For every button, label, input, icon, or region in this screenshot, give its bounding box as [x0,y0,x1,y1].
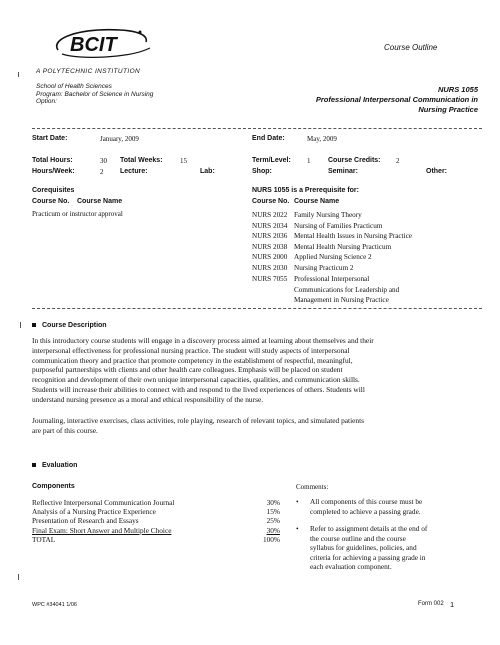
svg-text:BCIT: BCIT [70,34,117,56]
coreq-col-no: Course No. [32,198,70,205]
corequisites-heading: Corequisites [32,187,75,194]
bcit-logo [40,20,160,68]
text-line: communication theory and practice that promote competency in the establishment of respectful, meaningful, [32,355,353,365]
prereq-course-name: Nursing Practicum 2 [294,264,354,272]
hours-week-label: Hours/Week: [32,168,75,175]
text-line: Journaling, interactive exercises, class activities, role playing, research of relevant topics, and simulated patients [32,416,365,425]
evaluation-component: TOTAL [32,534,56,544]
evaluation-component: Reflective Interpersonal Communication Journal [32,498,175,507]
evaluation-weight: 100% [262,534,280,544]
evaluation-row [32,535,280,544]
prereq-course-name: Family Nursing Theory [294,211,362,219]
prereq-row [252,222,482,232]
prereq-row [252,243,482,253]
course-credits-value: 2 [396,157,400,165]
end-date-value: May, 2009 [307,135,337,143]
text-line: understand nursing presence as a moral and ethical responsibility of the nurse. [32,394,264,404]
prereq-course-name: Nursing of Families Practicum [294,221,383,230]
header-divider [32,128,482,129]
text-line: purposeful partnerships with clients and other health care colleagues. Emphasis will be placed on student [32,365,343,375]
course-code: NURS 1055 [437,85,478,94]
option-line: Option: [36,98,57,105]
evaluation-title: Evaluation [42,462,78,469]
course-description-heading [32,322,107,329]
square-bullet-icon [32,323,36,327]
prereq-col-name: Course Name [294,198,340,205]
end-date-label: End Date: [252,135,285,142]
evaluation-heading [32,462,77,469]
program-line: Program: Bachelor of Science in Nursing [36,90,154,98]
prereq-heading: NURS 1055 is a Prerequisite for: [252,187,359,194]
prereq-course-name: Mental Health Nursing Practicum [294,242,392,251]
lab-label: Lab: [200,168,215,175]
scan-mark [18,574,19,580]
evaluation-row [32,498,280,507]
evaluation-weight: 30% [266,498,280,507]
prereq-course-name: Mental Health Issues in Nursing Practice [294,232,412,241]
prereq-course-code: NURS 2038 [252,242,288,251]
description-paragraph-2 [32,416,478,436]
term-level-value: 1 [307,157,311,165]
evaluation-component: Analysis of a Nursing Practice Experience [32,507,156,517]
comment-line: each evaluation component. [310,562,392,571]
total-hours-value: 30 [100,157,107,165]
evaluation-component: Presentation of Research and Essays [32,516,139,526]
text-line: recognition and development of their own unique interpersonal capacities, qualities, and communication skills. [32,375,360,385]
text-line: interpersonal effectiveness for professional nursing practice. The student will study aspects of interpersonal [32,345,350,355]
comment-line: the course outline and the course [310,533,406,543]
prereq-continued [294,286,399,305]
course-title-block [316,85,478,115]
text-line: In this introductory course students will engage in a discovery process aimed at learning about themselves and their [32,336,374,345]
text-line: Students will increase their abilities to connect with and respond to the lived experiences of others. Students will [32,384,365,394]
prereq-course-code: NURS 2030 [252,264,288,272]
comment-bullet-2 [296,524,466,572]
scan-mark [18,72,19,77]
evaluation-weight: 15% [266,507,280,517]
text-line: are part of this course. [32,425,98,435]
prereq-col-no: Course No. [252,198,290,205]
comment-line: • All components of this course must be [310,497,423,506]
start-date-label: Start Date: [32,135,68,142]
page-number: 1 [450,600,455,609]
course-outline-label: Course Outline [384,43,438,52]
prereq-row [252,275,482,285]
prereq-row [252,232,482,242]
prereq-course-code: NURS 2000 [252,253,288,262]
comment-line: completed to achieve a passing grade. [310,506,421,516]
footer-form: Form 002 [418,601,444,607]
course-title-line1: Professional Interpersonal Communication in [315,95,478,104]
prereq-course-code: NURS 2036 [252,232,288,241]
course-credits-label: Course Credits: [328,157,381,164]
prereq-continued-line1: Communications for Leadership and [294,286,400,294]
comment-line: syllabus for guidelines, policies, and [310,543,417,552]
evaluation-component: Final Exam: Short Answer and Multiple Choice [32,525,172,535]
prereq-row [252,253,482,263]
evaluation-weight: 25% [266,516,280,526]
total-weeks-value: 15 [180,157,187,165]
prereq-course-code: NURS 7055 [252,274,288,283]
coreq-col-name: Course Name [77,198,123,205]
prereq-row [252,211,482,221]
prereq-course-name: Professional Interpersonal [294,274,370,283]
scan-mark [20,322,21,328]
total-weeks-label: Total Weeks: [120,157,163,164]
prereq-row [252,264,482,274]
prereq-course-code: NURS 2022 [252,211,288,219]
comments-label: Comments: [296,483,329,491]
start-date-value: January, 2009 [100,135,139,143]
other-label: Other: [426,168,447,175]
seminar-label: Seminar: [328,168,358,175]
course-description-title: Course Description [42,322,107,329]
evaluation-row [32,516,280,525]
evaluation-weight: 30% [266,525,280,535]
comment-bullet-1 [296,497,466,516]
footer-left: WPC #34041 1/06 [32,602,77,608]
school-name [36,83,153,106]
course-title-line2: Nursing Practice [418,105,478,114]
components-label: Components [32,483,75,490]
prereq-course-code: NURS 2034 [252,221,288,230]
description-paragraph-1 [32,336,478,405]
coreq-item: Practicum or instructor approval [32,210,123,218]
evaluation-row [32,507,280,516]
polytechnic-label: A POLYTECHNIC INSTITUTION [36,68,141,75]
hours-week-value: 2 [100,168,104,176]
comment-line: criteria for achieving a passing grade in [310,552,426,562]
evaluation-row [32,526,280,535]
shop-label: Shop: [252,168,272,175]
section-divider [32,308,482,309]
term-level-label: Term/Level: [252,157,291,164]
lecture-label: Lecture: [120,168,148,175]
comment-line: • Refer to assignment details at the end of [310,524,428,533]
prereq-continued-line2: Management in Nursing Practice [294,295,389,304]
total-hours-label: Total Hours: [32,157,73,164]
prereq-course-name: Applied Nursing Science 2 [294,253,372,262]
square-bullet-icon [32,463,36,467]
school-line: School of Health Sciences [36,83,112,90]
